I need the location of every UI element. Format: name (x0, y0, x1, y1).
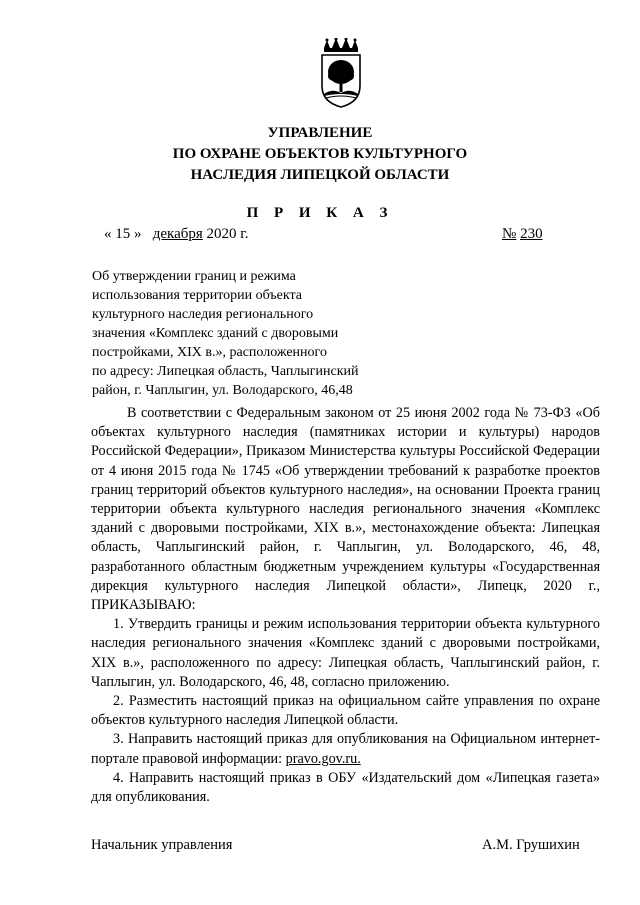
subject-line: постройками, XIX в.», расположенного (92, 345, 327, 360)
document-body (91, 404, 600, 807)
subject-line: по адресу: Липецкая область, Чаплыгинский (92, 364, 359, 379)
preamble-paragraph: В соответствии с Федеральным законом от 25 июня 2002 года № 73-ФЗ «Об объектах культурного наследия (памятниках истории и культуры) народов Российской Федерации», Приказом Министерства культуры Российской Федерации от 4 июня 2015 года № 1745 «Об утверждении требований к разработке проектов границ территорий объектов культурного наследия», на основании Проекта границ территории объекта культурного наследия регионального значения «Комплекс зданий с дворовыми постройками, XIX в.», местонахождение объекта: Липецкая область, Чаплыгинский район, г. Чаплыгин, ул. Володарского, 46, 48, разработанного областным бюджетным учреждением культуры «Государственная дирекция культурного наследия Липецкой области», Липецк, 2020 г., ПРИКАЗЫВАЮ: (91, 405, 600, 614)
order-item-3 (91, 730, 600, 768)
order-item-3-text: 3. Направить настоящий приказ для опубликования на Официальном интернет-портале правовой информации: (91, 731, 600, 767)
subject-line: район, г. Чаплыгин, ул. Володарского, 46,48 (92, 383, 353, 398)
pravo-gov-link[interactable]: pravo.gov.ru. (285, 750, 361, 767)
document-type-title: П Р И К А З (246, 205, 394, 221)
date-close-quote: » (134, 226, 142, 242)
org-name-line-2: ПО ОХРАНЕ ОБЪЕКТОВ КУЛЬТУРНОГО (172, 146, 468, 162)
subject-line: культурного наследия регионального (92, 307, 314, 322)
org-name-line-3: НАСЛЕДИЯ ЛИПЕЦКОЙ ОБЛАСТИ (190, 167, 450, 183)
date-month: декабря (152, 226, 203, 242)
lipetsk-coat-of-arms-icon (318, 38, 364, 108)
number-sign: № (502, 226, 517, 242)
document-subject (92, 267, 412, 400)
date-year: 2020 г. (206, 226, 249, 242)
org-name-line-1: УПРАВЛЕНИЕ (267, 125, 373, 141)
order-item-1: 1. Утвердить границы и режим использования территории объекта культурного наследия регионального значения «Комплекс зданий с дворовыми постройками, XIX в.», расположенного по адресу: Липецкая область, Чаплыгинский район, г. Чаплыгин, ул. Володарского, 46, 48, согласно приложению. (91, 616, 600, 690)
date-open-quote: « (104, 226, 112, 242)
subject-line: Об утверждении границ и режима (92, 269, 296, 284)
subject-line: значения «Комплекс зданий с дворовыми (92, 326, 339, 341)
order-item-4: 4. Направить настоящий приказ в ОБУ «Издательский дом «Липецкая газета» для опубликования. (91, 769, 600, 806)
order-item-2: 2. Разместить настоящий приказ на официальном сайте управления по охране объектов культурного наследия Липецкой области. (91, 693, 600, 729)
signatory-title: Начальник управления (91, 837, 233, 853)
document-number (502, 226, 543, 243)
signatory-name: А.М. Грушихин (482, 837, 580, 853)
subject-line: использования территории объекта (92, 288, 302, 303)
number-value: 230 (520, 226, 543, 242)
document-date (104, 226, 249, 243)
date-day: 15 (115, 226, 131, 242)
